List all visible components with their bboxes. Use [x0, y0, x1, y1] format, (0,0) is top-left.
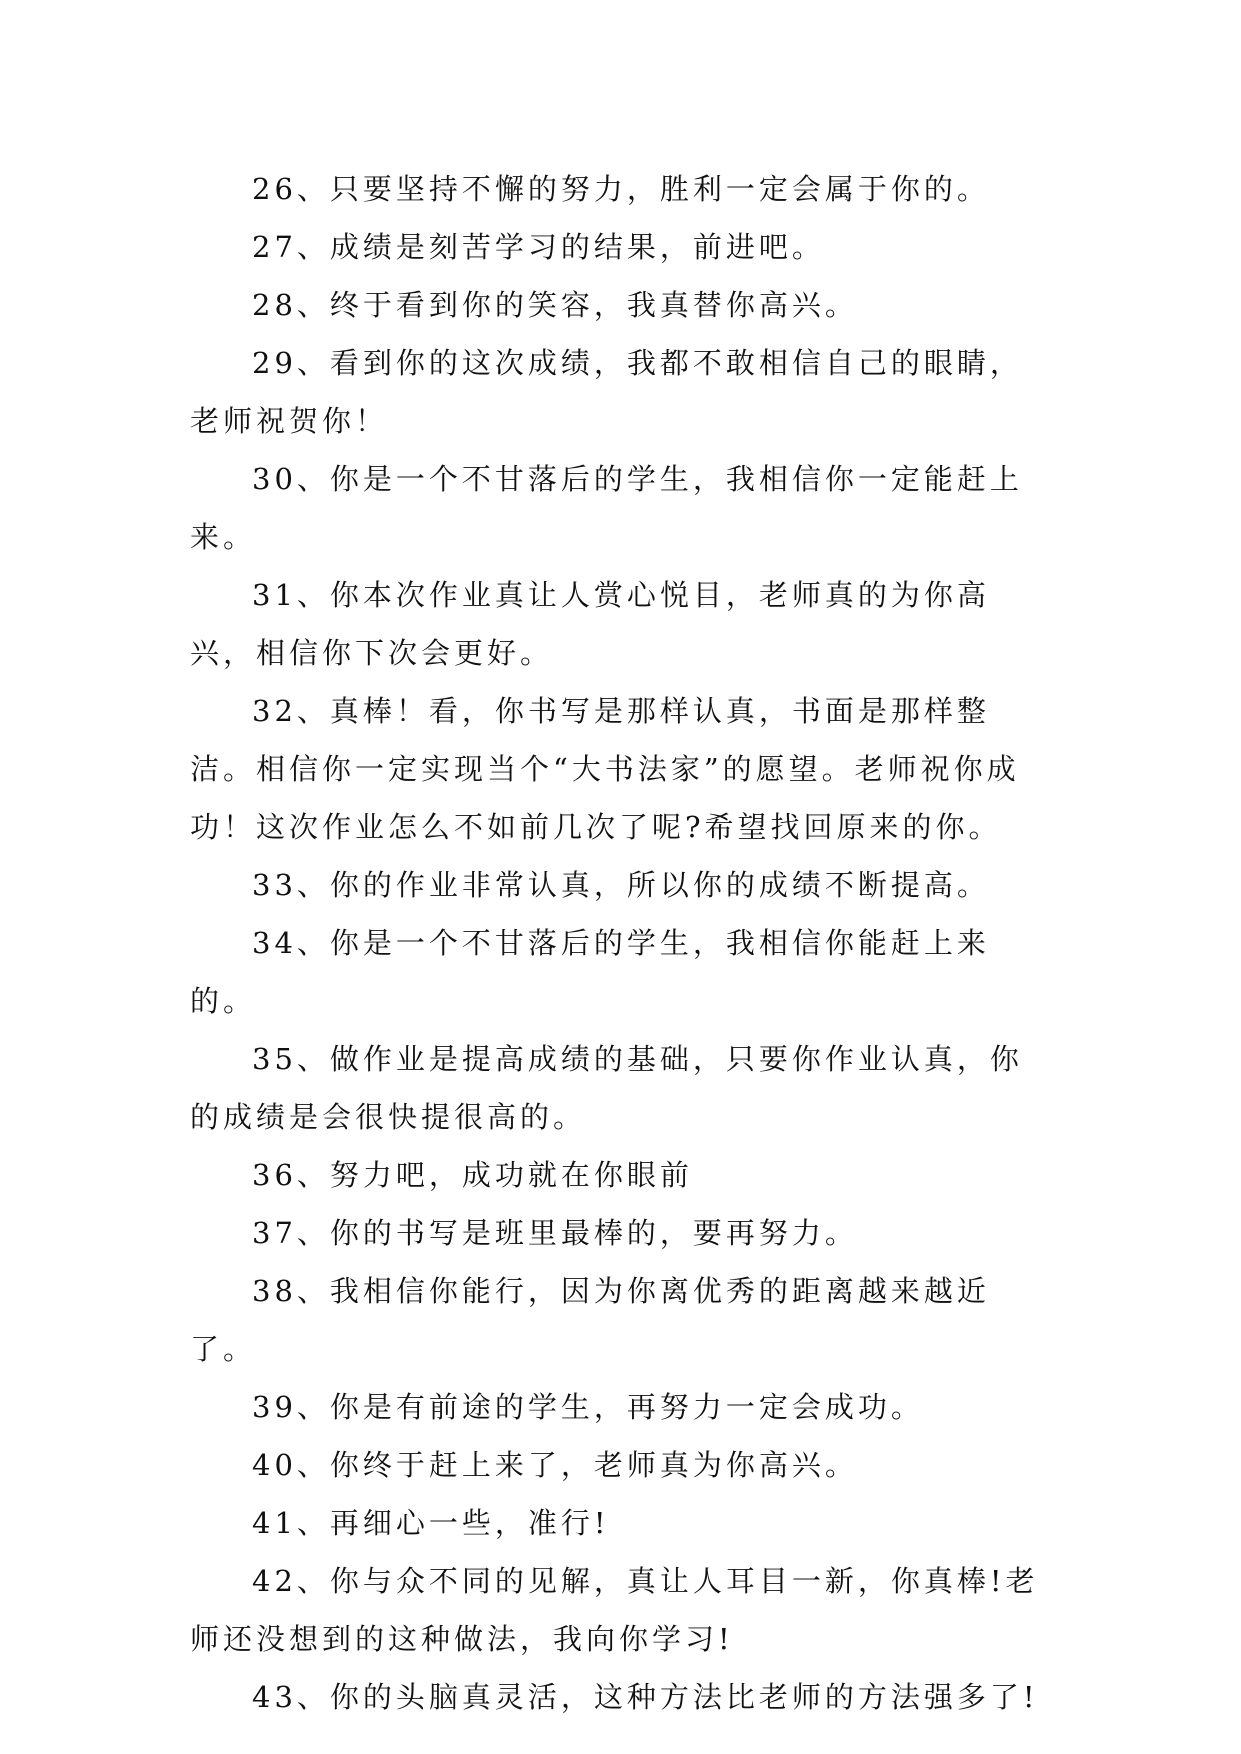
- paragraph-31: 31、你本次作业真让人赏心悦目，老师真的为你高兴，相信你下次会更好。: [190, 578, 990, 670]
- paragraph-32: 32、真棒！看，你书写是那样认真，书面是那样整洁。相信你一定实现当个“大书法家”的愿望。老师祝你成功！这次作业怎么不如前几次了呢?希望找回原来的你。: [190, 694, 1020, 844]
- paragraph-27: 27、成绩是刻苦学习的结果，前进吧。: [252, 230, 825, 264]
- paragraph-33: 33、你的作业非常认真，所以你的成绩不断提高。: [252, 868, 990, 902]
- paragraph-37: 37、你的书写是班里最棒的，要再努力。: [252, 1216, 858, 1250]
- paragraph-38: 38、我相信你能行，因为你离优秀的距离越来越近了。: [190, 1274, 990, 1366]
- paragraph-28: 28、终于看到你的笑容，我真替你高兴。: [252, 288, 858, 322]
- paragraph-35: 35、做作业是提高成绩的基础，只要你作业认真，你的成绩是会很快提很高的。: [190, 1042, 1023, 1134]
- paragraph-36: 36、努力吧，成功就在你眼前: [252, 1158, 693, 1192]
- document-body: [190, 160, 1050, 1726]
- paragraph-30: 30、你是一个不甘落后的学生，我相信你一定能赶上来。: [190, 462, 1023, 554]
- paragraph-26: 26、只要坚持不懈的努力，胜利一定会属于你的。: [252, 172, 990, 206]
- paragraph-42: 42、你与众不同的见解，真让人耳目一新，你真棒!老师还没想到的这种做法，我向你学习!: [190, 1564, 1039, 1656]
- paragraph-41: 41、再细心一些，准行!: [252, 1506, 610, 1540]
- paragraph-40: 40、你终于赶上来了，老师真为你高兴。: [252, 1448, 858, 1482]
- paragraph-43: 43、你的头脑真灵活，这种方法比老师的方法强多了!: [252, 1680, 1039, 1714]
- paragraph-29: 29、看到你的这次成绩，我都不敢相信自己的眼睛，老师祝贺你！: [190, 346, 1023, 438]
- paragraph-34: 34、你是一个不甘落后的学生，我相信你能赶上来的。: [190, 926, 990, 1018]
- paragraph-39: 39、你是有前途的学生，再努力一定会成功。: [252, 1390, 924, 1424]
